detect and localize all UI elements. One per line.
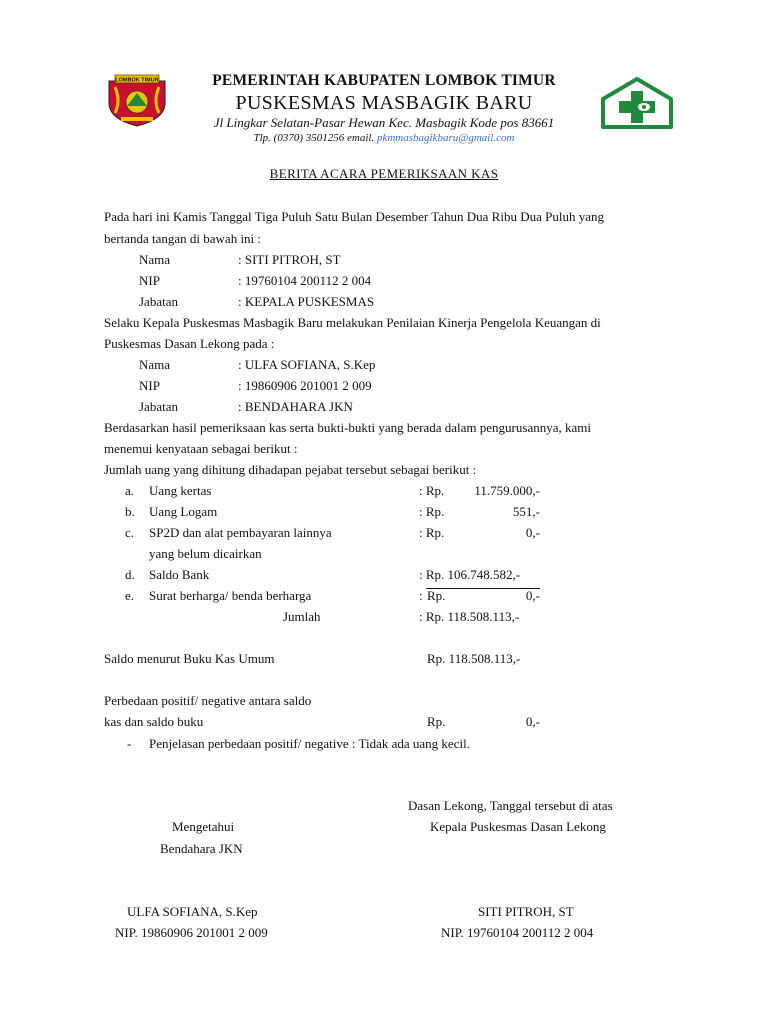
item-c-letter: c.: [125, 525, 135, 540]
item-a-amount: 11.759.000,-: [474, 483, 540, 498]
item-d-label: Saldo Bank: [149, 567, 210, 582]
intro-line-1: Pada hari ini Kamis Tanggal Tiga Puluh Satu Bulan Desember Tahun Dua Ribu Dua Puluh yang: [104, 209, 604, 224]
saldo-buku-value: Rp. 118.508.113,-: [427, 651, 521, 666]
jumlah-label: Jumlah: [283, 609, 321, 624]
person2-jabatan-value: : BENDAHARA JKN: [238, 399, 353, 414]
person2-nama-label: Nama: [139, 357, 171, 372]
perbedaan-amount: 0,-: [525, 714, 540, 729]
person1-nama-value: : SITI PITROH, ST: [238, 252, 341, 267]
item-a-currency: : Rp.: [419, 483, 445, 498]
perbedaan-currency: Rp.: [427, 714, 446, 729]
item-a-label: Uang kertas: [149, 483, 212, 498]
mid-line-1: Selaku Kepala Puskesmas Masbagik Baru melakukan Penilaian Kinerja Pengelola Keuangan di: [104, 315, 601, 330]
item-e-label: Surat berharga/ benda berharga: [149, 588, 312, 603]
person2-jabatan-label: Jabatan: [139, 399, 178, 414]
item-c-amount: 0,-: [525, 525, 540, 540]
left-signer-name: ULFA SOFIANA, S.Kep: [127, 904, 258, 919]
findings-line-1: Berdasarkan hasil pemeriksaan kas serta bukti-bukti yang berada dalam pengurusannya, kami: [104, 420, 591, 435]
perbedaan-line-1: Perbedaan positif/ negative antara saldo: [104, 693, 312, 708]
findings-line-2: menemui kenyataan sebagai berikut :: [104, 441, 298, 456]
letterhead-government: PEMERINTAH KABUPATEN LOMBOK TIMUR: [212, 72, 556, 89]
logo-banner-text: LOMBOK TIMUR: [115, 77, 159, 84]
person1-nip-value: : 19760104 200112 2 004: [238, 273, 372, 288]
person1-jabatan-label: Jabatan: [139, 294, 178, 309]
right-signer-name: SITI PITROH, ST: [478, 904, 574, 919]
item-e-rp: Rp.: [427, 588, 446, 603]
person2-nama-value: : ULFA SOFIANA, S.Kep: [238, 357, 376, 372]
person1-nama-label: Nama: [139, 252, 171, 267]
email-link[interactable]: pkmmasbagikbaru@gmail.com: [376, 132, 515, 144]
saldo-buku-label: Saldo menurut Buku Kas Umum: [104, 651, 275, 666]
place-date: Dasan Lekong, Tanggal tersebut di atas: [408, 798, 613, 813]
left-heading-1: Mengetahui: [172, 819, 235, 834]
perbedaan-explanation: Penjelasan perbedaan positif/ negative : Tidak ada uang kecil.: [149, 736, 470, 751]
letterhead-address: Jl Lingkar Selatan-Pasar Hewan Kec. Masbagik Kode pos 83661: [213, 115, 555, 130]
perbedaan-line-2: kas dan saldo buku: [104, 714, 204, 729]
document-title: BERITA ACARA PEMERIKSAAN KAS: [269, 166, 499, 181]
item-b-amount: 551,-: [512, 504, 540, 519]
mid-line-2: Puskesmas Dasan Lekong pada :: [104, 336, 275, 351]
item-d-currency: : Rp. 106.748.582,-: [419, 567, 521, 582]
left-heading-2: Bendahara JKN: [160, 841, 243, 856]
item-c-label-2: yang belum dicairkan: [149, 546, 262, 561]
findings-line-3: Jumlah uang yang dihitung dihadapan pejabat tersebut sebagai berikut :: [104, 462, 477, 477]
person2-nip-value: : 19860906 201001 2 009: [238, 378, 372, 393]
item-e-letter: e.: [125, 588, 135, 603]
right-signer-nip: NIP. 19760104 200112 2 004: [441, 925, 594, 940]
item-c-label: SP2D dan alat pembayaran lainnya: [149, 525, 332, 540]
person2-nip-label: NIP: [139, 378, 160, 393]
phone-text: Tlp. (0370) 3501256 email.: [253, 132, 375, 144]
item-a-letter: a.: [125, 483, 135, 498]
item-b-label: Uang Logam: [149, 504, 218, 519]
letterhead-puskesmas: PUSKESMAS MASBAGIK BARU: [235, 92, 533, 114]
item-b-currency: : Rp.: [419, 504, 445, 519]
intro-line-2: bertanda tangan di bawah ini :: [104, 231, 262, 246]
left-signer-nip: NIP. 19860906 201001 2 009: [115, 925, 268, 940]
item-e-amount: 0,-: [525, 588, 540, 603]
item-d-letter: d.: [125, 567, 135, 582]
item-e-colon: :: [419, 588, 423, 603]
person1-jabatan-value: : KEPALA PUSKESMAS: [238, 294, 375, 309]
item-c-currency: : Rp.: [419, 525, 445, 540]
person1-nip-label: NIP: [139, 273, 160, 288]
right-heading: Kepala Puskesmas Dasan Lekong: [430, 819, 606, 834]
item-e-currency-group: [419, 588, 423, 604]
perbedaan-dash: -: [127, 736, 132, 751]
jumlah-value: : Rp. 118.508.113,-: [419, 609, 520, 624]
letterhead-contact: [0, 132, 768, 144]
item-b-letter: b.: [125, 504, 135, 519]
